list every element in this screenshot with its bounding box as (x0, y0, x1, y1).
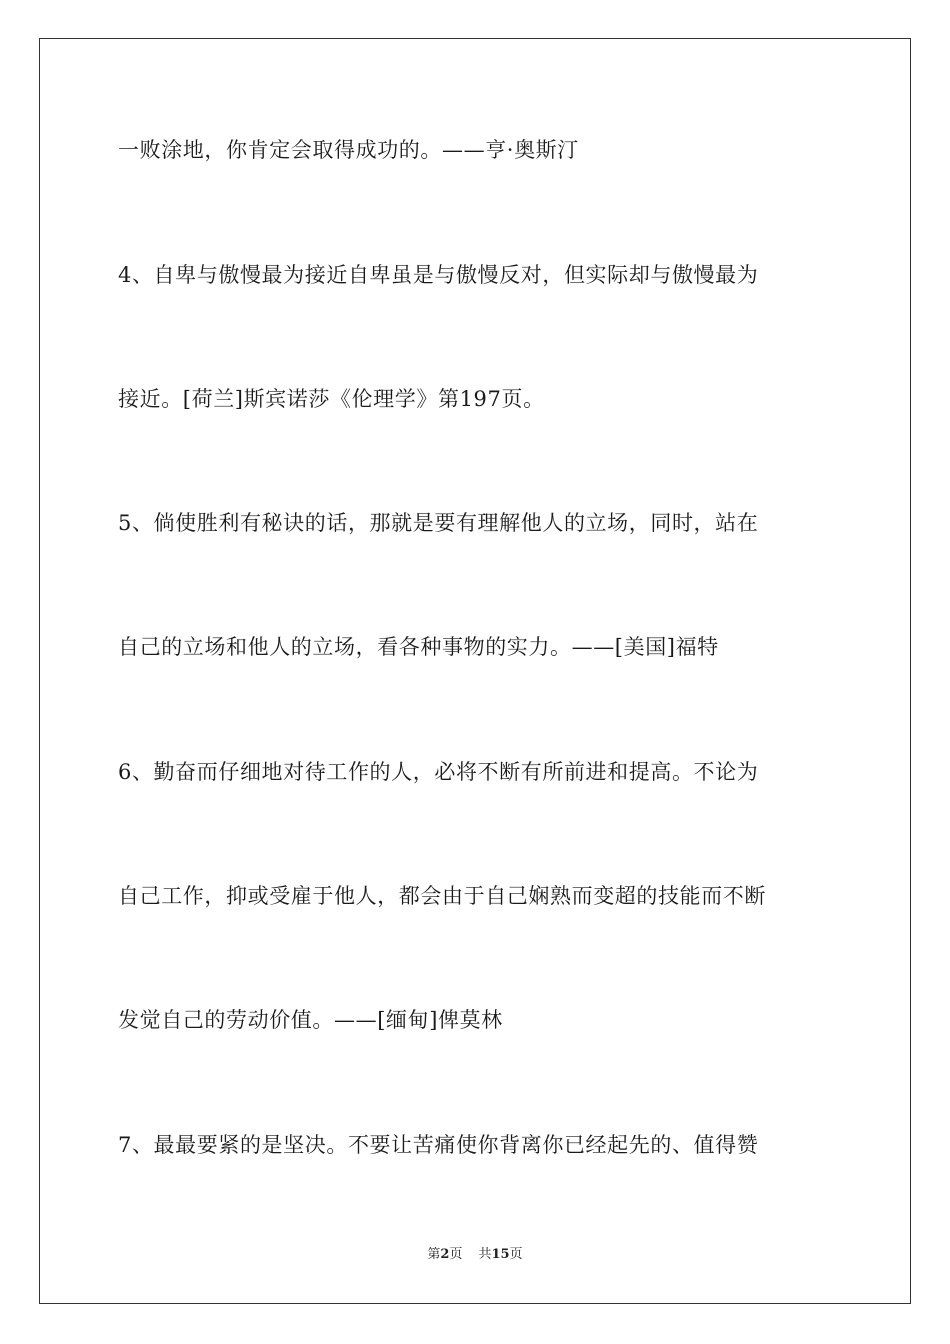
page-footer (0, 1247, 950, 1263)
total-page-count: 15 (491, 1247, 510, 1262)
text-line: 自己工作，抑或受雇于他人，都会由于自己娴熟而变超的技能而不断 (118, 884, 766, 908)
total-prefix: 共 (478, 1247, 492, 1262)
text-line: 6、勤奋而仔细地对待工作的人，必将不断有所前进和提高。不论为 (118, 760, 759, 784)
text-line: 接近。[荷兰]斯宾诺莎《伦理学》第197页。 (118, 387, 545, 411)
text-line: 一败涂地，你肯定会取得成功的。——亨·奥斯汀 (118, 138, 579, 162)
text-line: 发觉自己的劳动价值。——[缅甸]俾莫林 (118, 1008, 503, 1032)
current-page-number: 2 (440, 1247, 450, 1262)
page-prefix: 第 (427, 1247, 441, 1262)
total-suffix: 页 (509, 1247, 523, 1262)
page-border (39, 38, 911, 1304)
page-suffix: 页 (449, 1247, 463, 1262)
text-line: 自己的立场和他人的立场，看各种事物的实力。——[美国]福特 (118, 635, 719, 659)
text-line: 4、自卑与傲慢最为接近自卑虽是与傲慢反对，但实际却与傲慢最为 (118, 263, 759, 287)
text-line: 7、最最要紧的是坚决。不要让苦痛使你背离你已经起先的、值得赞 (118, 1133, 759, 1157)
text-line: 5、倘使胜利有秘诀的话，那就是要有理解他人的立场，同时，站在 (118, 511, 759, 535)
